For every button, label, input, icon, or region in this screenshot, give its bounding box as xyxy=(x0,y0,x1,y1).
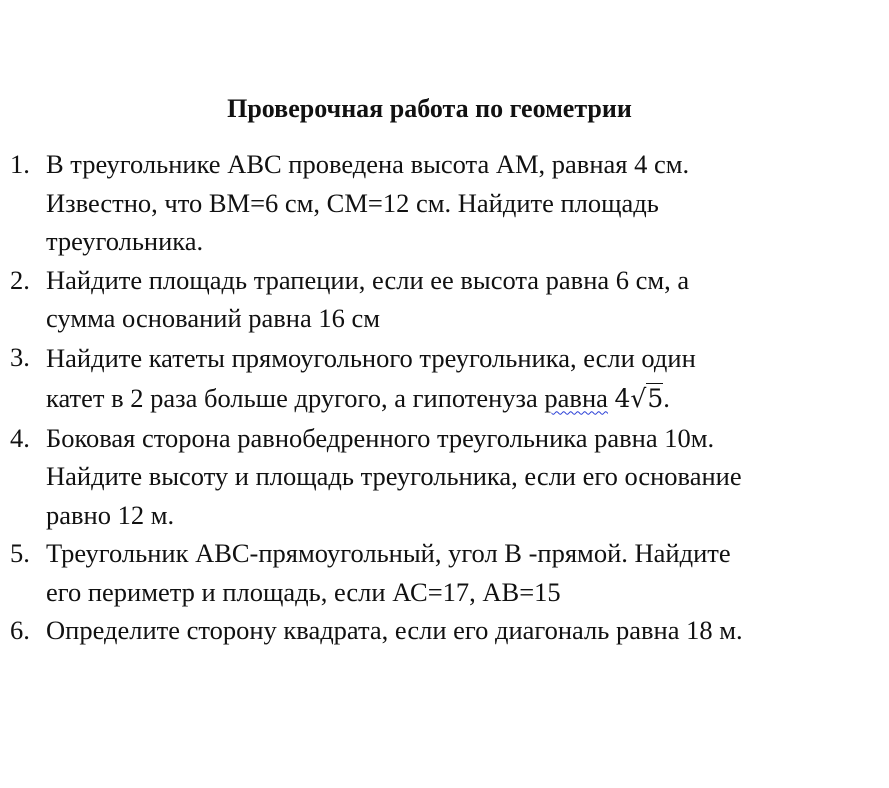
task-number: 2. xyxy=(10,264,30,295)
task-item xyxy=(0,338,889,419)
task-item xyxy=(0,419,889,535)
task-text-line-with-formula xyxy=(46,378,871,419)
task-number: 4. xyxy=(10,422,30,453)
sqrt-radicand: 5 xyxy=(647,383,664,413)
task-text-line: треугольника. xyxy=(46,226,204,256)
task-item xyxy=(0,534,889,611)
task-text-period: . xyxy=(663,382,670,413)
task-item xyxy=(0,611,889,650)
sqrt-symbol: √ xyxy=(630,383,647,413)
task-item xyxy=(0,261,889,338)
task-text-segment: катет в 2 раза больше другого, а гипотенуза xyxy=(46,382,545,413)
task-text-line: Найдите катеты прямоугольного треугольника, если один xyxy=(46,342,696,373)
task-text-line: Известно, что ВМ=6 см, СМ=12 см. Найдите площадь xyxy=(46,187,659,218)
task-text-line: Треугольник АВС-прямоугольный, угол В -прямой. Найдите xyxy=(46,538,731,568)
task-text-line: равно 12 м. xyxy=(46,499,175,530)
page-title: Проверочная работа по геометрии xyxy=(227,94,632,123)
task-list xyxy=(0,145,889,650)
task-text-line: Определите сторону квадрата, если его диагональ равна 18 м. xyxy=(46,615,743,645)
task-item xyxy=(0,145,889,261)
task-number: 5. xyxy=(10,538,30,568)
sqrt-coefficient: 4 xyxy=(614,383,631,413)
task-text-line: Найдите высоту и площадь треугольника, если его основание xyxy=(46,461,742,491)
spellcheck-underlined-word: равна xyxy=(544,382,608,413)
task-number: 3. xyxy=(10,341,30,372)
task-text-line: сумма оснований равна 16 см xyxy=(46,303,381,333)
task-number: 1. xyxy=(10,149,30,179)
sqrt-formula xyxy=(615,383,664,413)
task-text-line: В треугольнике АВС проведена высота АМ, равная 4 см. xyxy=(46,149,690,179)
task-text-line: Найдите площадь трапеции, если ее высота равна 6 см, а xyxy=(46,264,690,295)
task-number: 6. xyxy=(10,615,30,645)
task-text-line: Боковая сторона равнобедренного треугольника равна 10м. xyxy=(46,422,715,453)
task-text-line: его периметр и площадь, если АС=17, АВ=15 xyxy=(46,576,561,607)
